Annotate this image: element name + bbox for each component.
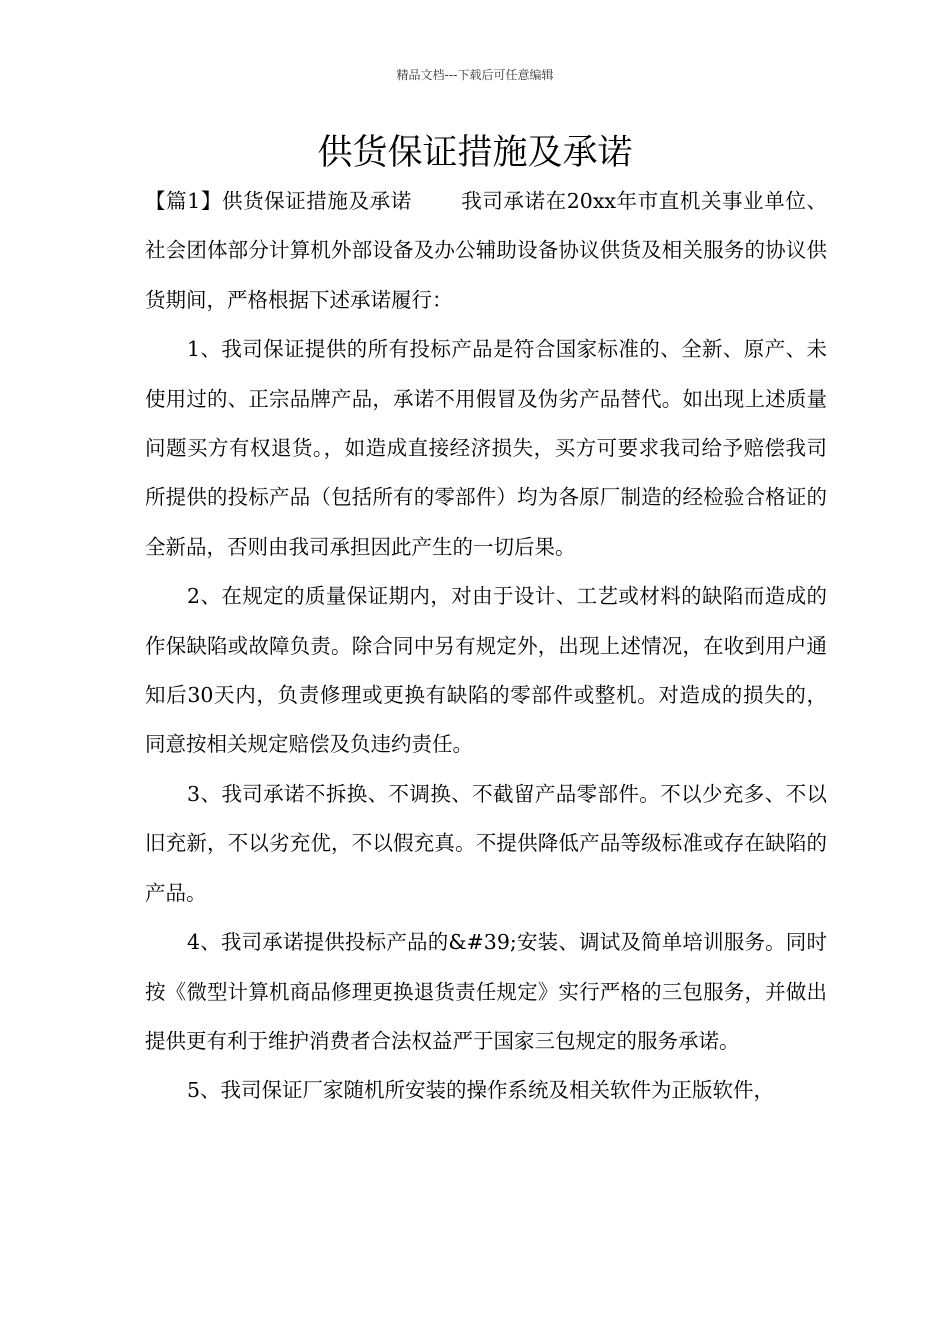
- paragraph-item-3: 3、我司承诺不拆换、不调换、不截留产品零部件。不以少充多、不以旧充新，不以劣充优，不以假充真。不提供降低产品等级标准或存在缺陷的产品。: [145, 781, 827, 905]
- paragraph-item-5: 5、我司保证厂家随机所安装的操作系统及相关软件为正版软件，: [187, 1078, 775, 1103]
- paragraph-item-1: 1、我司保证提供的所有投标产品是符合国家标准的、全新、原产、未使用过的、正宗品牌产品，承诺不用假冒及伪劣产品替代。如出现上述质量问题买方有权退货。，如造成直接经济损失，买方可要求我司给予赔偿我司所提供的投标产品（包括所有的零部件）均为各原厂制造的经检验合格证的全新品，否则由我司承担因此产生的一切后果。: [145, 337, 827, 559]
- document-body: [145, 177, 827, 1116]
- paragraph-item-2: 2、在规定的质量保证期内，对由于设计、工艺或材料的缺陷而造成的作保缺陷或故障负责。除合同中另有规定外，出现上述情况，在收到用户通知后30天内，负责修理或更换有缺陷的零部件或整机。对造成的损失的，同意按相关规定赔偿及负违约责任。: [145, 584, 827, 757]
- document-title: 供货保证措施及承诺: [317, 133, 633, 173]
- header-note: 精品文档---下载后可任意编辑: [396, 68, 554, 82]
- paragraph-intro: 【篇1】供货保证措施及承诺 我司承诺在20xx年市直机关事业单位、社会团体部分计算机外部设备及办公辅助设备协议供货及相关服务的协议供货期间，严格根据下述承诺履行：: [145, 189, 827, 312]
- paragraph-item-4: 4、我司承诺提供投标产品的&#39;安装、调试及简单培训服务。同时按《微型计算机商品修理更换退货责任规定》实行严格的三包服务，并做出提供更有利于维护消费者合法权益严于国家三包规定的服务承诺。: [145, 930, 827, 1053]
